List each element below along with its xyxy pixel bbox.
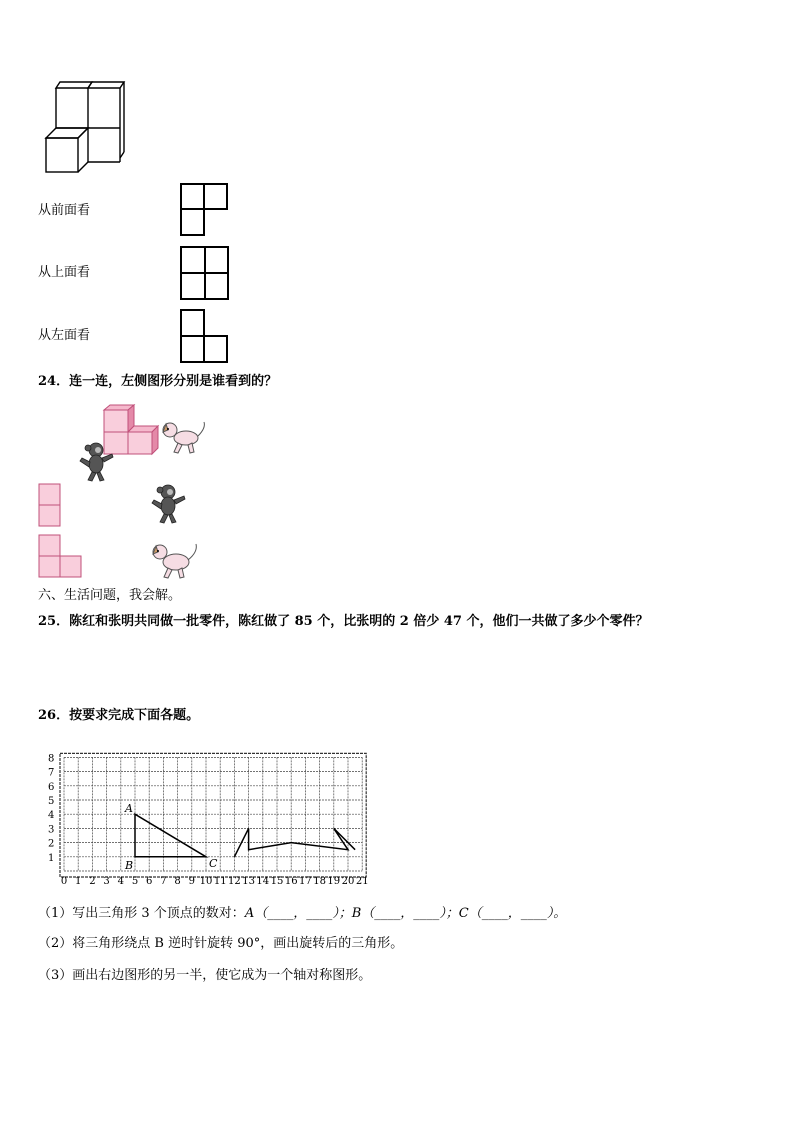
x-tick-label: 11	[213, 876, 227, 887]
y-tick-label: 3	[48, 824, 55, 836]
x-tick-label: 7	[160, 876, 167, 887]
monkey-icon-2	[150, 482, 188, 524]
x-tick-label: 8	[174, 876, 181, 887]
x-tick-label: 15	[270, 876, 284, 887]
cube-stack-figure	[40, 80, 130, 175]
x-tick-label: 20	[341, 876, 355, 887]
section-6-title: 六、生活问题，我会解。	[38, 588, 182, 603]
x-tick-label: 13	[242, 876, 255, 887]
front-view-shape	[180, 183, 230, 238]
top-view-shape	[180, 246, 230, 301]
q26-sub1-prefix: （1）写出三角形 3 个顶点的数对：	[38, 906, 245, 921]
left-view-shape	[180, 309, 230, 364]
y-tick-label: 4	[48, 810, 55, 822]
q26-sub1	[38, 906, 566, 922]
half-symmetric-figure	[234, 828, 355, 856]
x-tick-label: 4	[117, 876, 124, 887]
x-tick-label: 3	[103, 876, 110, 887]
x-tick-label: 17	[299, 876, 312, 887]
x-tick-label: 2	[89, 876, 96, 887]
x-tick-label: 5	[131, 876, 139, 887]
point-label-b: B	[125, 858, 134, 872]
view-top-label: 从上面看	[38, 265, 91, 280]
x-tick-label: 1	[75, 876, 82, 887]
y-tick-label: 2	[48, 838, 55, 850]
y-tick-label: 6	[48, 781, 55, 793]
x-tick-label: 16	[284, 876, 298, 887]
x-tick-label: 14	[256, 876, 270, 887]
y-tick-label: 1	[48, 852, 55, 864]
q26-sub1-a: A（____，____）；	[244, 906, 352, 921]
point-label-c: C	[209, 856, 218, 870]
pink-view-vertical	[38, 483, 63, 528]
x-tick-label: 10	[199, 876, 213, 887]
y-tick-label: 5	[48, 796, 55, 807]
x-tick-label: 12	[228, 876, 241, 887]
triangle-abc	[135, 814, 206, 857]
x-tick-label: 6	[146, 876, 153, 887]
view-front-label: 从前面看	[38, 203, 91, 218]
q26-sub3: （3）画出右边图形的另一半，使它成为一个轴对称图形。	[38, 968, 372, 983]
y-tick-label: 7	[48, 767, 55, 779]
q26-sub2: （2）将三角形绕点 B 逆时针旋转 90°，画出旋转后的三角形。	[38, 936, 404, 951]
q26-title: 26．按要求完成下面各题。	[38, 708, 200, 723]
x-tick-label: 21	[355, 876, 369, 887]
y-tick-label: 8	[48, 753, 55, 765]
point-label-a: A	[125, 802, 133, 816]
q25-text: 25．陈红和张明共同做一批零件，陈红做了 85 个，比张明的 2 倍少 47 个，他们一共做了多少个零件？	[38, 614, 649, 629]
q24-title: 24．连一连，左侧图形分别是谁看到的？	[38, 374, 278, 389]
x-tick-label: 18	[313, 876, 326, 887]
coordinate-grid	[40, 737, 380, 889]
q26-sub1-c: C（____，____）。	[458, 906, 567, 921]
x-tick-label: 0	[60, 876, 68, 887]
dog-icon	[160, 418, 208, 456]
x-tick-label: 9	[188, 876, 195, 887]
x-tick-label: 19	[327, 876, 341, 887]
monkey-icon	[78, 440, 116, 482]
view-left-label: 从左面看	[38, 328, 91, 343]
pink-view-l-shape	[38, 534, 84, 580]
dog-icon-2	[150, 540, 202, 580]
q26-sub1-b: B（____，____）；	[351, 906, 459, 921]
